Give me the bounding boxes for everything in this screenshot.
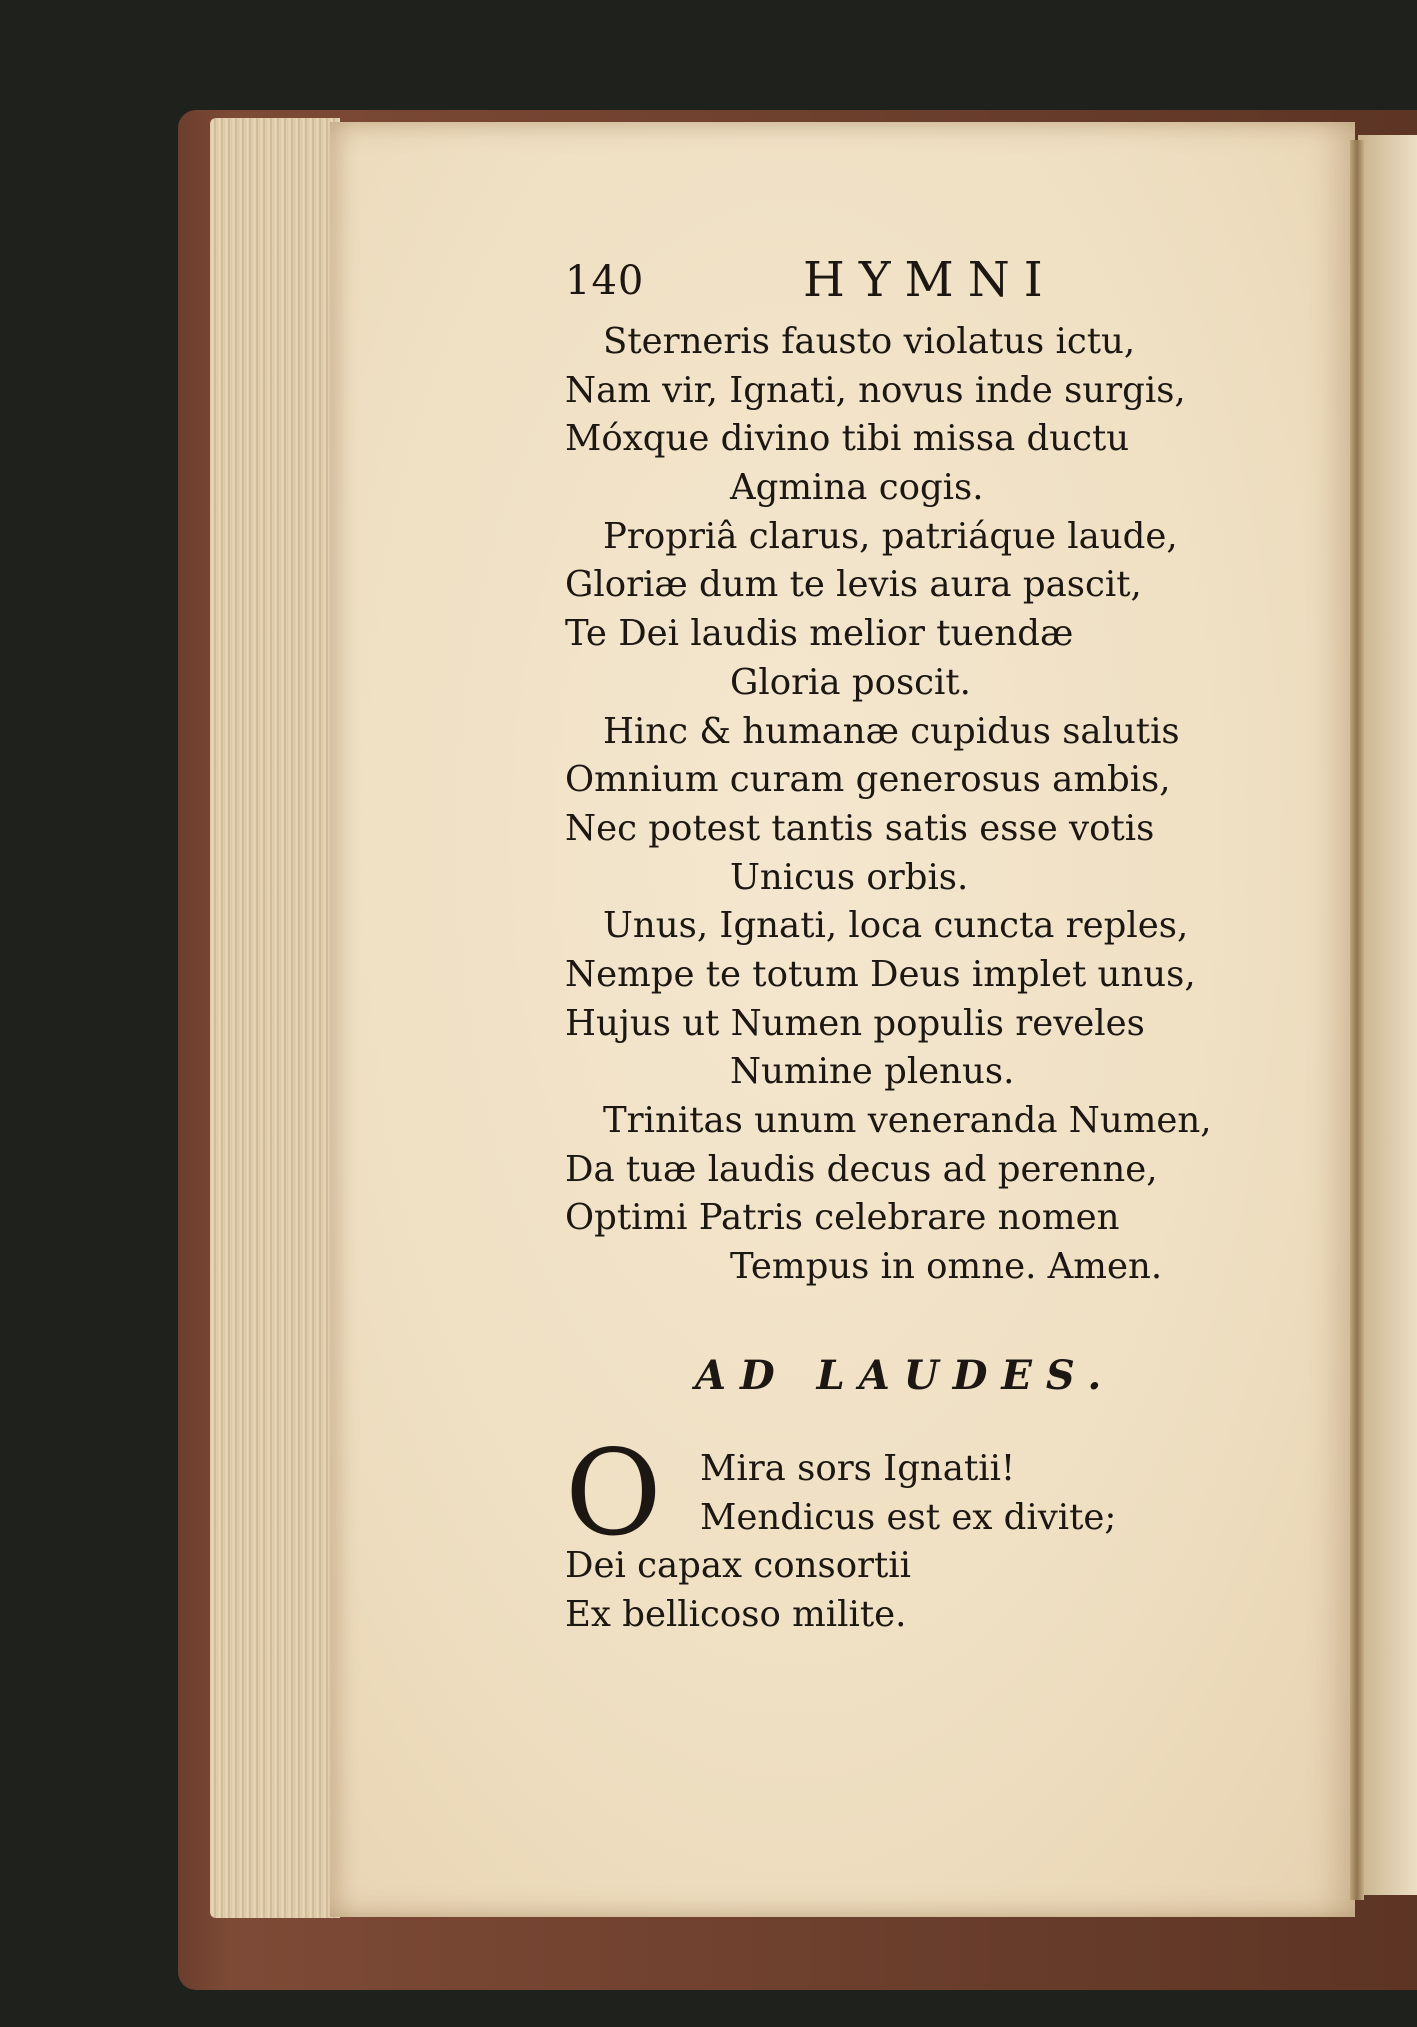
verse-line: Sterneris fausto violatus ictu, [603, 321, 1136, 362]
facing-page-edge [1358, 135, 1417, 1895]
verse-line: Nec potest tantis satis esse votis [565, 807, 1155, 849]
verse-line: Agmina cogis. [730, 467, 984, 509]
verse-line: Gloriæ dum te levis aura pascit, [565, 564, 1142, 606]
verse-line: Dei capax consortii [565, 1545, 912, 1587]
page-edges [210, 118, 340, 1918]
verse-line: Nam vir, Ignati, novus inde surgis, [565, 369, 1186, 411]
running-head: HYMNI [803, 252, 1057, 308]
verse-line: Mendicus est ex divite; [700, 1496, 1117, 1538]
verse-line: Gloria poscit. [730, 661, 971, 703]
page-header [565, 252, 1085, 318]
book-gutter [1350, 140, 1364, 1900]
section-title: AD LAUDES. [695, 1352, 1116, 1399]
verse-line: Propriâ clarus, patriáque laude, [603, 515, 1178, 557]
verse-line: Mira sors Ignatii! [700, 1448, 1016, 1489]
verse-line: Unicus orbis. [730, 856, 969, 898]
verse-line: Ex bellicoso milite. [565, 1594, 907, 1636]
verse-line: Unus, Ignati, loca cuncta reples, [603, 905, 1189, 947]
page-number: 140 [565, 258, 645, 304]
verse-line: Da tuæ laudis decus ad perenne, [565, 1148, 1158, 1190]
verse-line: Te Dei laudis melior tuendæ [565, 613, 1074, 655]
laudes-text [565, 1424, 1265, 1640]
verse-line: Nempe te totum Deus implet unus, [565, 953, 1196, 995]
verse-line: Numine plenus. [730, 1051, 1015, 1093]
verse-line: Trinitas unum veneranda Numen, [603, 1100, 1212, 1141]
verse-line: Hinc & humanæ cupidus salutis [603, 710, 1180, 752]
verse-line: Optimi Patris celebrare nomen [565, 1197, 1120, 1239]
drop-cap: O [565, 1424, 662, 1562]
verse-line: Tempus in omne. Amen. [730, 1246, 1163, 1288]
verse-line: Omnium curam generosus ambis, [565, 759, 1171, 801]
hymn-text [565, 318, 1325, 1292]
verse-line: Hujus ut Numen populis reveles [565, 1002, 1145, 1044]
verse-line: Móxque divino tibi missa ductu [565, 418, 1130, 460]
